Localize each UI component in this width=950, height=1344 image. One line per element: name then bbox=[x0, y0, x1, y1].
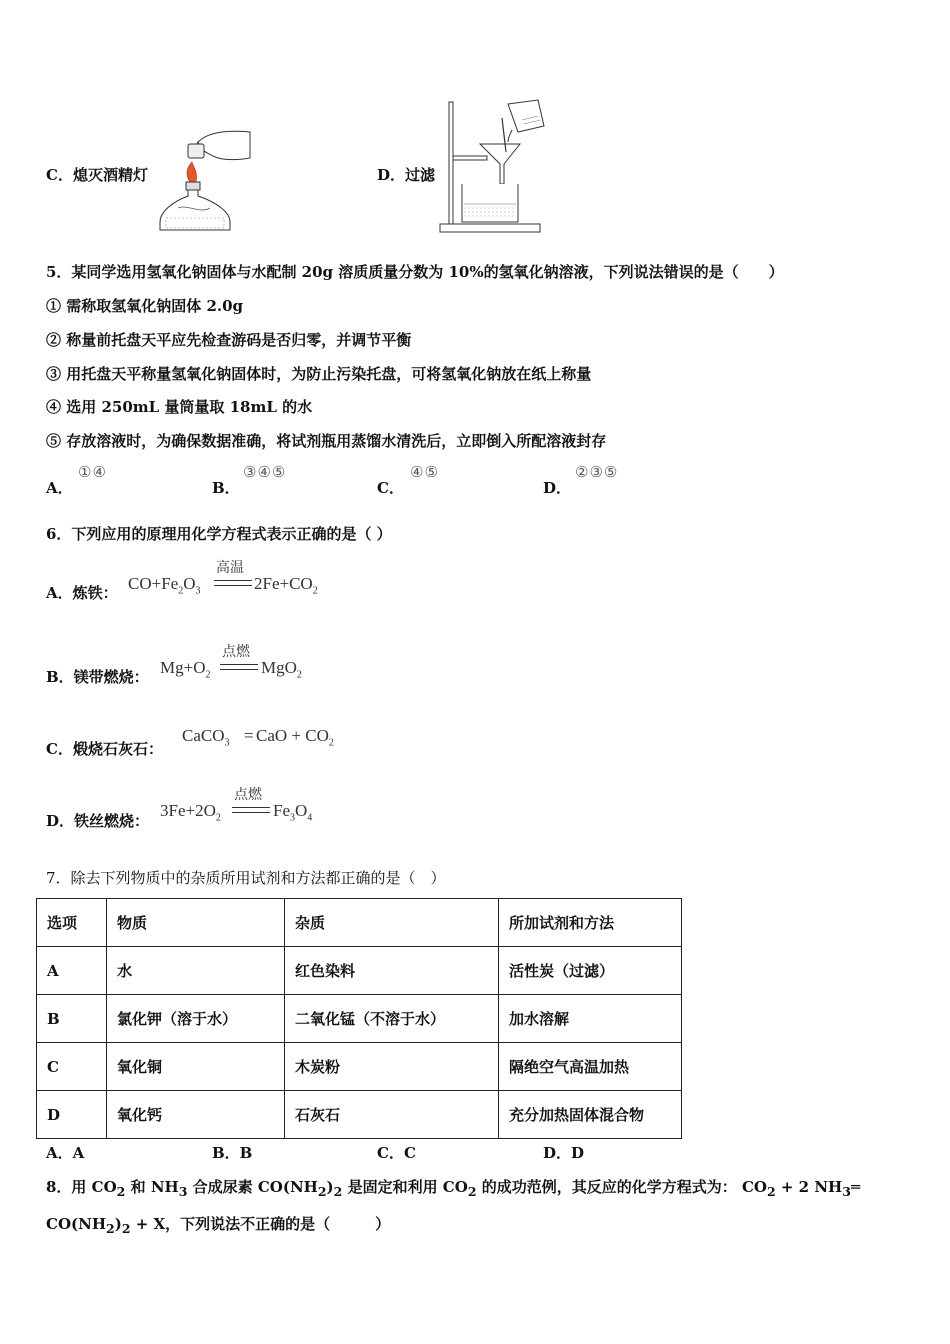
q5-option-a-label: A． bbox=[46, 479, 73, 497]
table-cell: 氧化钙 bbox=[107, 1091, 285, 1139]
q5-option-c-label: C． bbox=[377, 479, 404, 497]
q6-option-d-condition: 点燃 bbox=[234, 787, 262, 803]
q5-option-d-value: ②③⑤ bbox=[575, 463, 619, 481]
table-cell: 氯化钾（溶于水） bbox=[107, 995, 285, 1043]
table-cell: 木炭粉 bbox=[285, 1043, 499, 1091]
table-header-cell: 物质 bbox=[107, 899, 285, 947]
q6-option-a-condition: 高温 bbox=[216, 560, 244, 576]
table-cell: 红色染料 bbox=[285, 947, 499, 995]
q6-option-b-rhs: MgO$_2$ bbox=[261, 658, 302, 681]
q7-stem: 7．除去下列物质中的杂质所用试剂和方法都正确的是（ ） bbox=[46, 869, 446, 887]
q5-statement: ⑤ 存放溶液时，为确保数据准确，将试剂瓶用蒸馏水清洗后，立即倒入所配溶液封存 bbox=[46, 432, 607, 450]
table-cell: D bbox=[37, 1091, 107, 1139]
q6-option-c-lhs: CaCO$_3$ bbox=[182, 726, 230, 749]
q6-option-a-lhs: $CO+Fe_2O_3$ bbox=[128, 574, 201, 597]
table-cell: 活性炭（过滤） bbox=[499, 947, 682, 995]
q5-option-d-label: D． bbox=[543, 479, 572, 497]
q6-option-c-equals: = bbox=[244, 726, 254, 745]
q6-stem: 6．下列应用的原理用化学方程式表示正确的是（ ） bbox=[46, 525, 392, 543]
q5-stem: 5．某同学选用氢氧化钠固体与水配制 20g 溶质质量分数为 10%的氢氧化钠溶液，下列说法错误的是（ ） bbox=[46, 263, 784, 281]
table-cell: 水 bbox=[107, 947, 285, 995]
table-row bbox=[37, 947, 682, 995]
q7-table bbox=[36, 898, 682, 1139]
q5-option-c-value: ④⑤ bbox=[410, 463, 439, 481]
extinguish-alcohol-lamp-figure bbox=[158, 124, 254, 236]
q8-line-1: 8．用 $CO_2$ 和 $NH_3$ 合成尿素 $CO(NH_2)_2$ 是固定和利用 $CO_2$ 的成功范例，其反应的化学方程式为： $CO_2 + 2$ $NH_3═$ bbox=[46, 1178, 860, 1199]
table-cell: A bbox=[37, 947, 107, 995]
table-header-cell: 所加试剂和方法 bbox=[499, 899, 682, 947]
q5-option-b-label: B． bbox=[212, 479, 240, 497]
q6-option-c-label: C．煅烧石灰石： bbox=[46, 740, 163, 758]
table-header-row bbox=[37, 899, 682, 947]
q7-option-d: D．D bbox=[543, 1144, 585, 1162]
q8-line-2: $CO(NH_2)_2 + X$，下列说法不正确的是（ ） bbox=[46, 1215, 391, 1236]
q5-statement: ③ 用托盘天平称量氢氧化钠固体时，为防止污染托盘，可将氢氧化钠放在纸上称量 bbox=[46, 365, 592, 383]
table-cell: C bbox=[37, 1043, 107, 1091]
table-header-cell: 选项 bbox=[37, 899, 107, 947]
table-cell: 加水溶解 bbox=[499, 995, 682, 1043]
q6-option-d-equals bbox=[232, 807, 270, 813]
q5-option-b-value: ③④⑤ bbox=[243, 463, 287, 481]
q6-option-b-label: B．镁带燃烧： bbox=[46, 668, 149, 686]
q4-option-c-label: C．熄灭酒精灯 bbox=[46, 166, 148, 184]
table-cell: 隔绝空气高温加热 bbox=[499, 1043, 682, 1091]
q6-option-d-label: D．铁丝燃烧： bbox=[46, 812, 150, 830]
q7-option-a: A．A bbox=[46, 1144, 85, 1162]
table-cell: 石灰石 bbox=[285, 1091, 499, 1139]
q6-option-b-lhs: $Mg+O_2$ bbox=[160, 658, 211, 681]
q6-option-d-lhs: $3Fe+2O_2$ bbox=[160, 801, 221, 824]
q5-statement: ① 需称取氢氧化钠固体 2.0g bbox=[46, 297, 244, 315]
q6-option-a-equals bbox=[214, 580, 252, 586]
q7-option-c: C．C bbox=[377, 1144, 416, 1162]
table-header-cell: 杂质 bbox=[285, 899, 499, 947]
table-row bbox=[37, 1043, 682, 1091]
table-cell: 氧化铜 bbox=[107, 1043, 285, 1091]
q6-option-b-equals bbox=[220, 664, 258, 670]
q6-option-b-condition: 点燃 bbox=[222, 644, 250, 660]
q5-option-a-value: ①④ bbox=[78, 463, 107, 481]
q5-statement: ② 称量前托盘天平应先检查游码是否归零，并调节平衡 bbox=[46, 331, 412, 349]
table-cell: 二氧化锰（不溶于水） bbox=[285, 995, 499, 1043]
q4-option-d-label: D．过滤 bbox=[377, 166, 436, 184]
table-row bbox=[37, 1091, 682, 1139]
q7-option-b: B．B bbox=[212, 1144, 253, 1162]
table-cell: B bbox=[37, 995, 107, 1043]
table-cell: 充分加热固体混合物 bbox=[499, 1091, 682, 1139]
q6-option-d-rhs: $Fe_3O_4$ bbox=[273, 801, 313, 824]
q6-option-c-rhs: CaO + $CO_2$ bbox=[256, 726, 334, 749]
q6-option-a-label: A．炼铁： bbox=[46, 584, 118, 602]
table-row bbox=[37, 995, 682, 1043]
q5-statement: ④ 选用 250mL 量筒量取 18mL 的水 bbox=[46, 398, 313, 416]
filtration-apparatus-figure bbox=[438, 98, 550, 236]
q6-option-a-rhs: $2Fe+CO_2$ bbox=[254, 574, 318, 597]
